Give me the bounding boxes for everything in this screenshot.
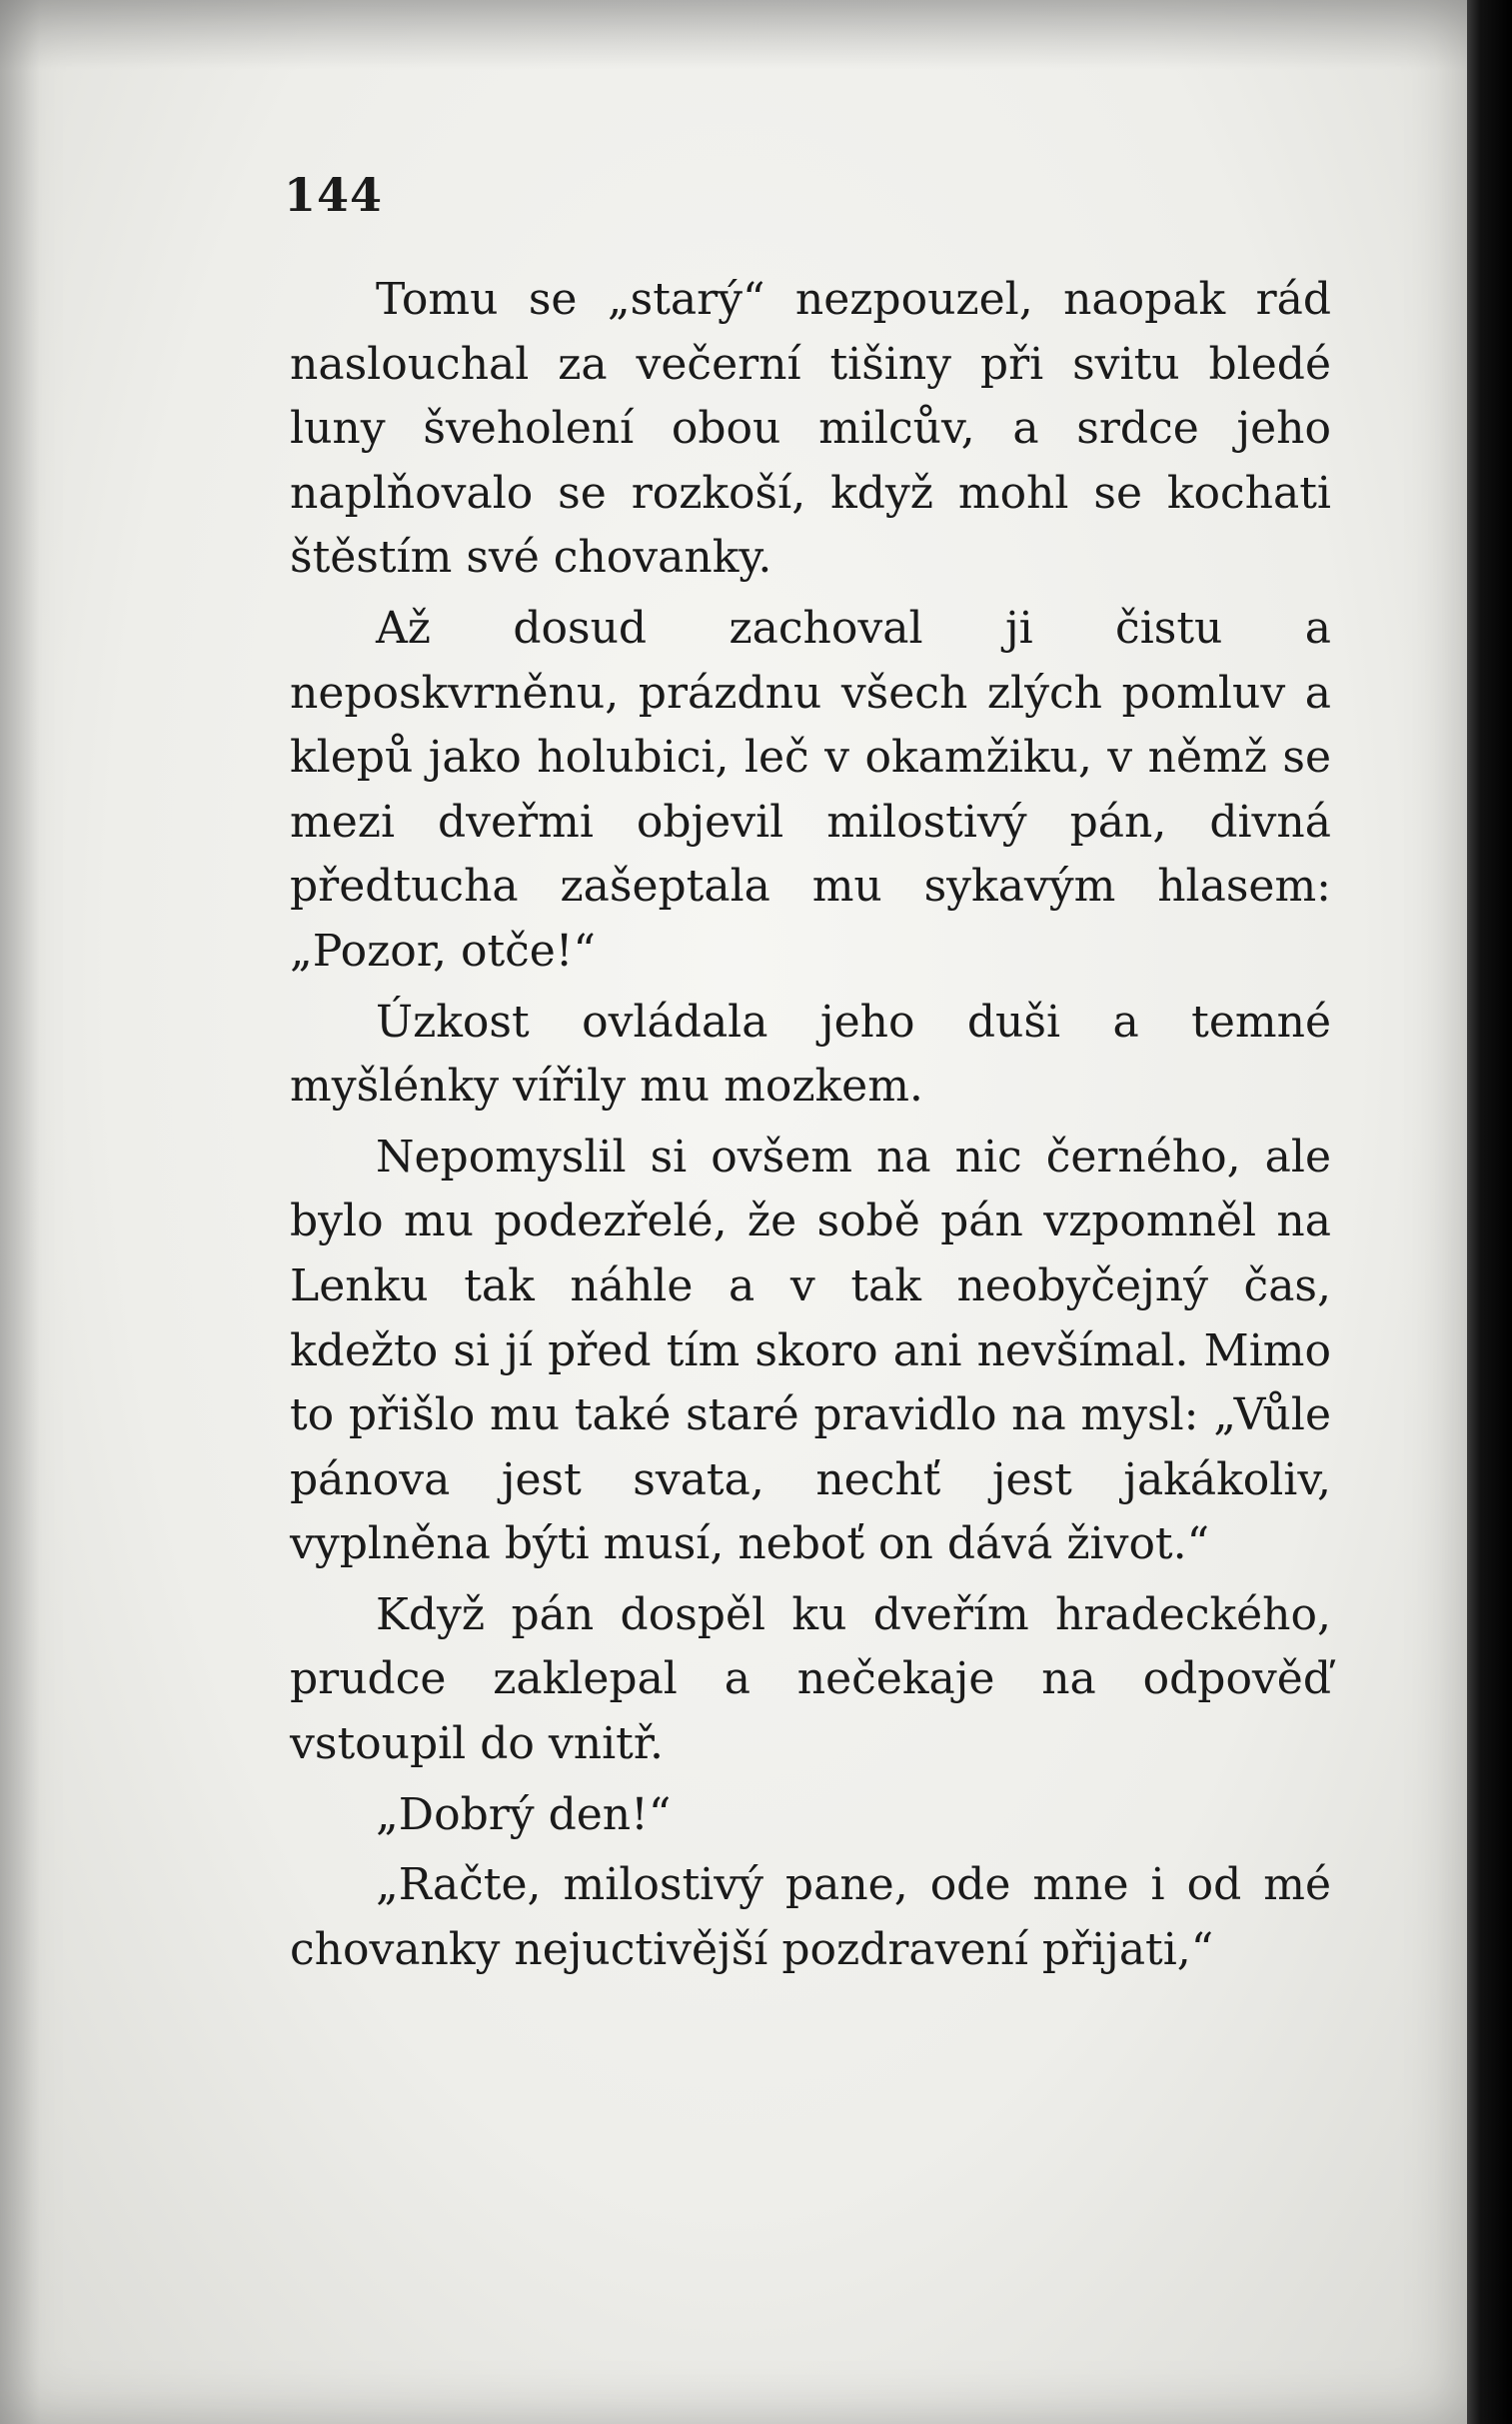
paragraph: Tomu se „starý“ nezpouzel, naopak rád naslouchal za večerní tišiny při svitu bledé luny šveholení obou milcův, a srdce jeho naplňovalo se rozkoší, když mohl se kochati štěstím své chovanky. — [290, 274, 1331, 584]
book-spine-shadow — [1467, 0, 1512, 2424]
paragraph: Až dosud zachoval ji čistu a neposkvrněnu, prázdnu všech zlých pomluv a klepů jako holubici, leč v okamžiku, v němž se mezi dveřmi objevil milostivý pán, divná předtucha zašeptala mu sykavým hlasem: „Pozor, otče!“ — [290, 602, 1331, 977]
page-edge-shadow — [0, 0, 40, 2424]
paragraph: Nepomyslil si ovšem na nic černého, ale bylo mu podezřelé, že sobě pán vzpomněl na Lenku tak náhle a v tak neobyčejný čas, kdežto si jí před tím skoro ani nevšímal. Mimo to přišlo mu také staré pravidlo na mysl: „Vůle pánova jest svata, nechť jest jakákoliv, vyplněna býti musí, neboť on dává život.“ — [290, 1131, 1331, 1570]
page-number: 144 — [284, 168, 384, 222]
body-text — [290, 268, 1331, 1982]
page-top-shadow — [0, 0, 1467, 70]
paragraph: „Račte, milostivý pane, ode mne i od mé chovanky nejuctivější pozdravení přijati,“ — [290, 1859, 1331, 1975]
paragraph: Když pán dospěl ku dveřím hradeckého, prudce zaklepal a nečekaje na odpověď vstoupil do vnitř. — [290, 1588, 1331, 1770]
paragraph: „Dobrý den!“ — [376, 1788, 672, 1840]
paragraph: Úzkost ovládala jeho duši a temné myšlénky vířily mu mozkem. — [290, 996, 1331, 1113]
